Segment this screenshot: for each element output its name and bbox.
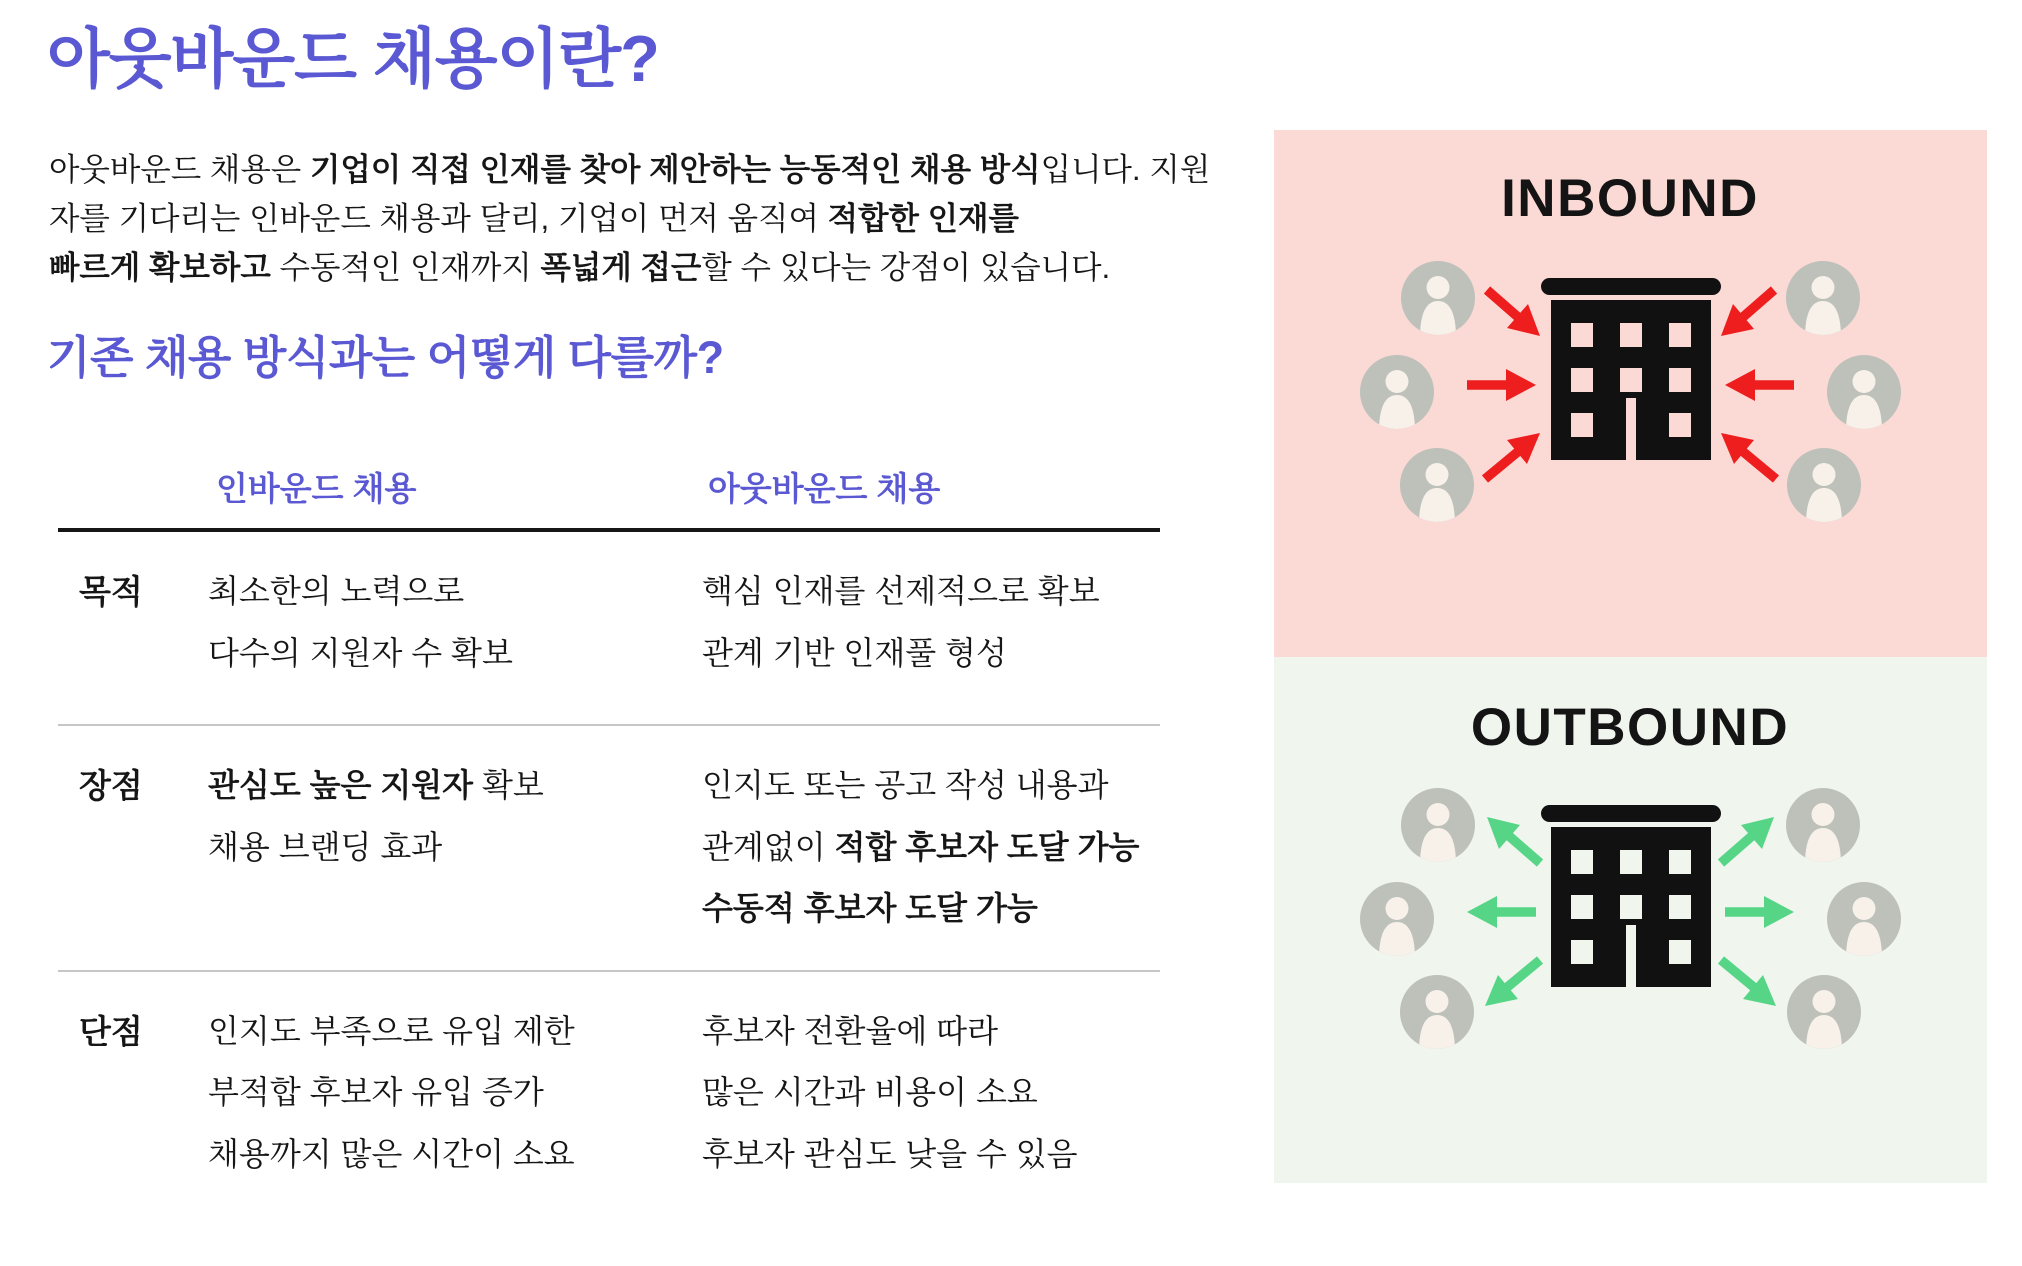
intro-line-1: 아웃바운드 채용은 기업이 직접 인재를 찾아 제안하는 능동적인 채용 방식입니다. 지원 — [49, 151, 1211, 187]
person-icon — [1401, 261, 1475, 338]
building-icon — [1541, 278, 1721, 460]
row-label-advantages: 장점 — [79, 767, 143, 804]
inbound-panel-title: INBOUND — [1501, 169, 1759, 228]
inbound-arrow-icon — [1467, 369, 1536, 401]
page-title: 아웃바운드 채용이란? — [47, 22, 659, 95]
table-row-advantages — [58, 726, 1160, 970]
cell-line: 관계없이 적합 후보자 도달 가능 — [702, 828, 1140, 865]
table-header-row — [58, 444, 1160, 528]
inbound-arrow-icon — [1721, 290, 1774, 336]
intro-line-3: 빠르게 확보하고 수동적인 인재까지 폭넓게 접근할 수 있다는 강점이 있습니다. — [49, 249, 1111, 285]
purpose-outbound-cell — [702, 561, 1160, 684]
cell-line: 관심도 높은 지원자 확보 — [208, 767, 544, 803]
row-label-disadvantages: 단점 — [79, 1012, 143, 1050]
disadvantages-inbound-cell — [208, 1001, 702, 1186]
cell-line: 수동적 후보자 도달 가능 — [702, 890, 1038, 926]
inbound-arrow-icon — [1487, 290, 1540, 336]
cell-line: 부적합 후보자 유입 증가 — [208, 1074, 544, 1110]
inbound-arrow-icon — [1485, 433, 1540, 479]
person-icon — [1786, 261, 1860, 338]
cell-line: 최소한의 노력으로 — [208, 573, 465, 609]
cell-line: 채용 브랜딩 효과 — [208, 828, 443, 865]
advantages-inbound-cell — [208, 755, 702, 940]
intro-paragraph — [49, 145, 1211, 292]
inbound-illustration-panel — [1274, 130, 1987, 657]
person-icon — [1360, 355, 1434, 432]
person-icon — [1400, 448, 1474, 525]
person-icon — [1827, 355, 1901, 432]
inbound-arrow-icon — [1721, 433, 1776, 479]
section-title: 기존 채용 방식과는 어떻게 다를까? — [47, 332, 724, 383]
inbound-illustration — [1274, 130, 1987, 657]
cell-line: 후보자 관심도 낮을 수 있음 — [702, 1135, 1078, 1172]
disadvantages-outbound-cell — [702, 1001, 1160, 1186]
person-icon — [1827, 882, 1901, 959]
cell-line: 채용까지 많은 시간이 소요 — [208, 1135, 575, 1172]
intro-line-2: 자를 기다리는 인바운드 채용과 달리, 기업이 먼저 움직여 적합한 인재를 — [49, 200, 1019, 236]
outbound-arrow-icon — [1485, 960, 1540, 1006]
outbound-arrow-icon — [1487, 817, 1540, 863]
row-label-purpose: 목적 — [79, 573, 143, 610]
outbound-arrow-icon — [1725, 896, 1794, 928]
cell-line: 다수의 지원자 수 확보 — [208, 634, 513, 671]
cell-line: 관계 기반 인재풀 형성 — [702, 634, 1007, 671]
outbound-arrow-icon — [1721, 960, 1776, 1006]
person-icon — [1787, 448, 1861, 525]
person-icon — [1400, 975, 1474, 1052]
outbound-illustration — [1274, 657, 1987, 1183]
cell-line: 인지도 부족으로 유입 제한 — [208, 1012, 575, 1049]
column-header-inbound: 인바운드 채용 — [216, 469, 417, 507]
table-row-purpose — [58, 532, 1160, 724]
person-icon — [1787, 975, 1861, 1052]
cell-line: 후보자 전환율에 따라 — [702, 1012, 998, 1049]
building-icon — [1541, 805, 1721, 987]
column-header-outbound: 아웃바운드 채용 — [708, 469, 941, 507]
inbound-arrow-icon — [1725, 369, 1794, 401]
person-icon — [1401, 788, 1475, 865]
advantages-outbound-cell — [702, 755, 1160, 940]
cell-line: 핵심 인재를 선제적으로 확보 — [702, 573, 1100, 609]
purpose-inbound-cell — [208, 561, 702, 684]
outbound-illustration-panel — [1274, 657, 1987, 1183]
cell-line: 많은 시간과 비용이 소요 — [702, 1074, 1038, 1110]
outbound-arrow-icon — [1721, 817, 1774, 863]
person-icon — [1786, 788, 1860, 865]
comparison-table — [58, 444, 1160, 1225]
outbound-arrow-icon — [1467, 896, 1536, 928]
table-row-disadvantages — [58, 972, 1160, 1226]
person-icon — [1360, 882, 1434, 959]
cell-line: 인지도 또는 공고 작성 내용과 — [702, 767, 1109, 803]
outbound-panel-title: OUTBOUND — [1470, 698, 1790, 757]
